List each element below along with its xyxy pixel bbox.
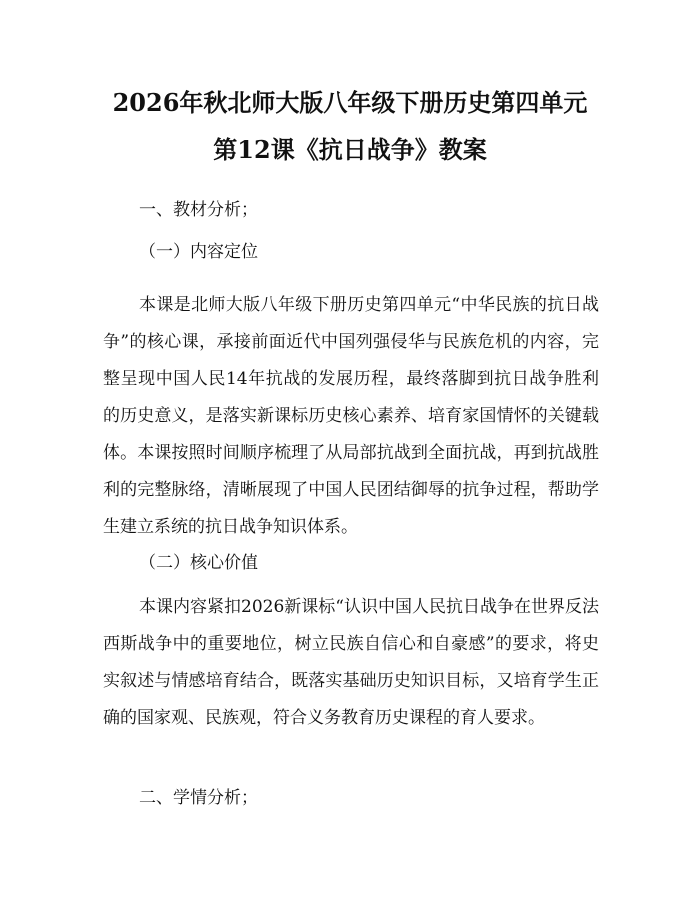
section-heading-teaching-material-analysis: 一、教材分析； — [139, 200, 258, 220]
subsection-heading-core-value: （二）核心价值 — [139, 553, 258, 573]
document-title-line-2: 第12课《抗日战争》教案 — [213, 135, 487, 164]
paragraph-core-value: 本课内容紧扣2026新课标“认识中国人民抗日战争在世界反法西斯战争中的重要地位，树立民族自信心和自豪感”的要求，将史实叙述与情感培育结合，既落实基础历史知识目标，又培育学生正确的国家观、民族观，符合义务教育历史课程的育人要求。 — [103, 597, 599, 728]
subsection-heading-content-positioning: （一）内容定位 — [139, 242, 258, 262]
document-title-line-1: 2026年秋北师大版八年级下册历史第四单元 — [112, 88, 588, 117]
paragraph-content-positioning: 本课是北师大版八年级下册历史第四单元“中华民族的抗日战争”的核心课，承接前面近代中国列强侵华与民族危机的内容，完整呈现中国人民14年抗战的发展历程，最终落脚到抗日战争胜利的历史意义，是落实新课标历史核心素养、培育家国情怀的关键载体。本课按照时间顺序梳理了从局部抗战到全面抗战，再到抗战胜利的完整脉络，清晰展现了中国人民团结御辱的抗争过程，帮助学生建立系统的抗日战争知识体系。 — [103, 295, 599, 537]
section-heading-student-analysis: 二、学情分析； — [139, 788, 258, 808]
